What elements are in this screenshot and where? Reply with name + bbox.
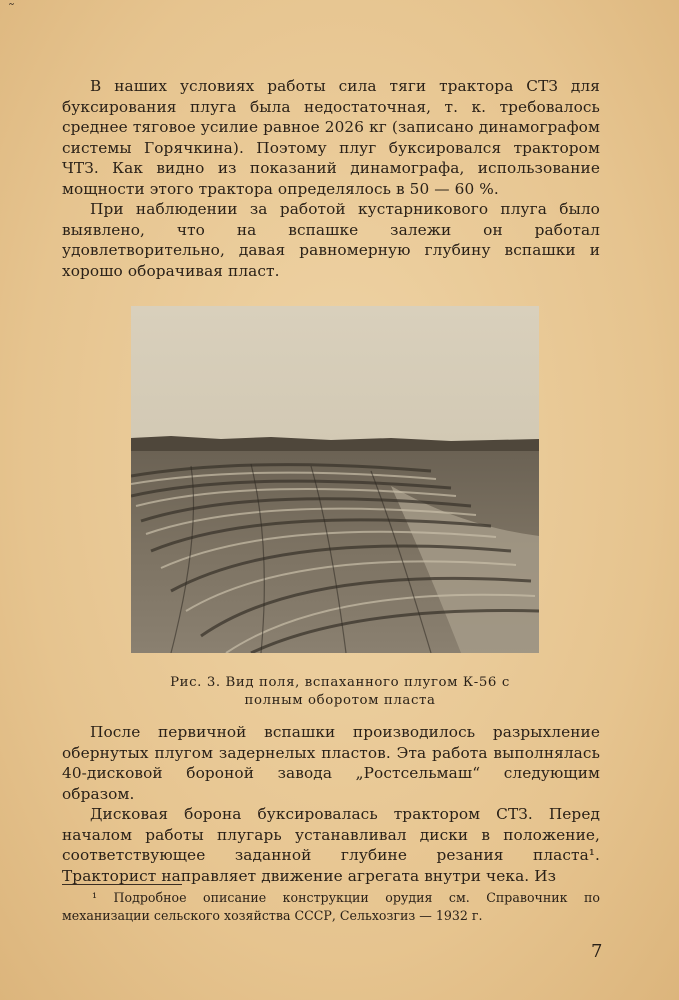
- field-photo: [131, 306, 539, 653]
- caption-line-2: полным оборотом пласта: [244, 693, 436, 708]
- top-text-block: [62, 76, 600, 281]
- bottom-text-block: [62, 722, 600, 886]
- paragraph-4: Дисковая борона буксировалась трактором СТЗ. Перед началом работы плугарь устанавливал диски в положение, соответствующее заданной глубине резания пласта¹. Тракторист направляет движение агрегата внутри чека. Из: [62, 805, 600, 885]
- paragraph-1: В наших условиях работы сила тяги трактора СТЗ для буксирования плуга была недостаточная, т. к. требовалось среднее тяговое усилие равное 2026 кг (записано динамографом системы Горячкина). Поэтому плуг буксировался трактором ЧТЗ. Как видно из показаний динамографа, использование мощности этого трактора определялось в 50 — 60 %.: [62, 77, 600, 198]
- page-number: 7: [591, 941, 603, 962]
- figure-caption: [110, 674, 570, 710]
- paragraph-3: После первичной вспашки производилось разрыхление обернутых плугом задернелых пластов. Эта работа выполнялась 40-дисковой бороной завода „Ростсельмаш“ следующим образом.: [62, 723, 600, 803]
- caption-line-1: Рис. 3. Вид поля, вспаханного плугом К-56 с: [170, 675, 510, 690]
- footnote-divider: [62, 884, 182, 885]
- footnote: ¹ Подробное описание конструкции орудия см. Справочник по механизации сельского хозяйства СССР, Сельхозгиз — 1932 г.: [62, 890, 600, 923]
- margin-mark: ˜: [8, 2, 15, 18]
- paragraph-2: При наблюдении за работой кустарникового плуга было выявлено, что на вспашке залежи он работал удовлетворительно, давая равномерную глубину вспашки и хорошо оборачивая пласт.: [62, 200, 600, 280]
